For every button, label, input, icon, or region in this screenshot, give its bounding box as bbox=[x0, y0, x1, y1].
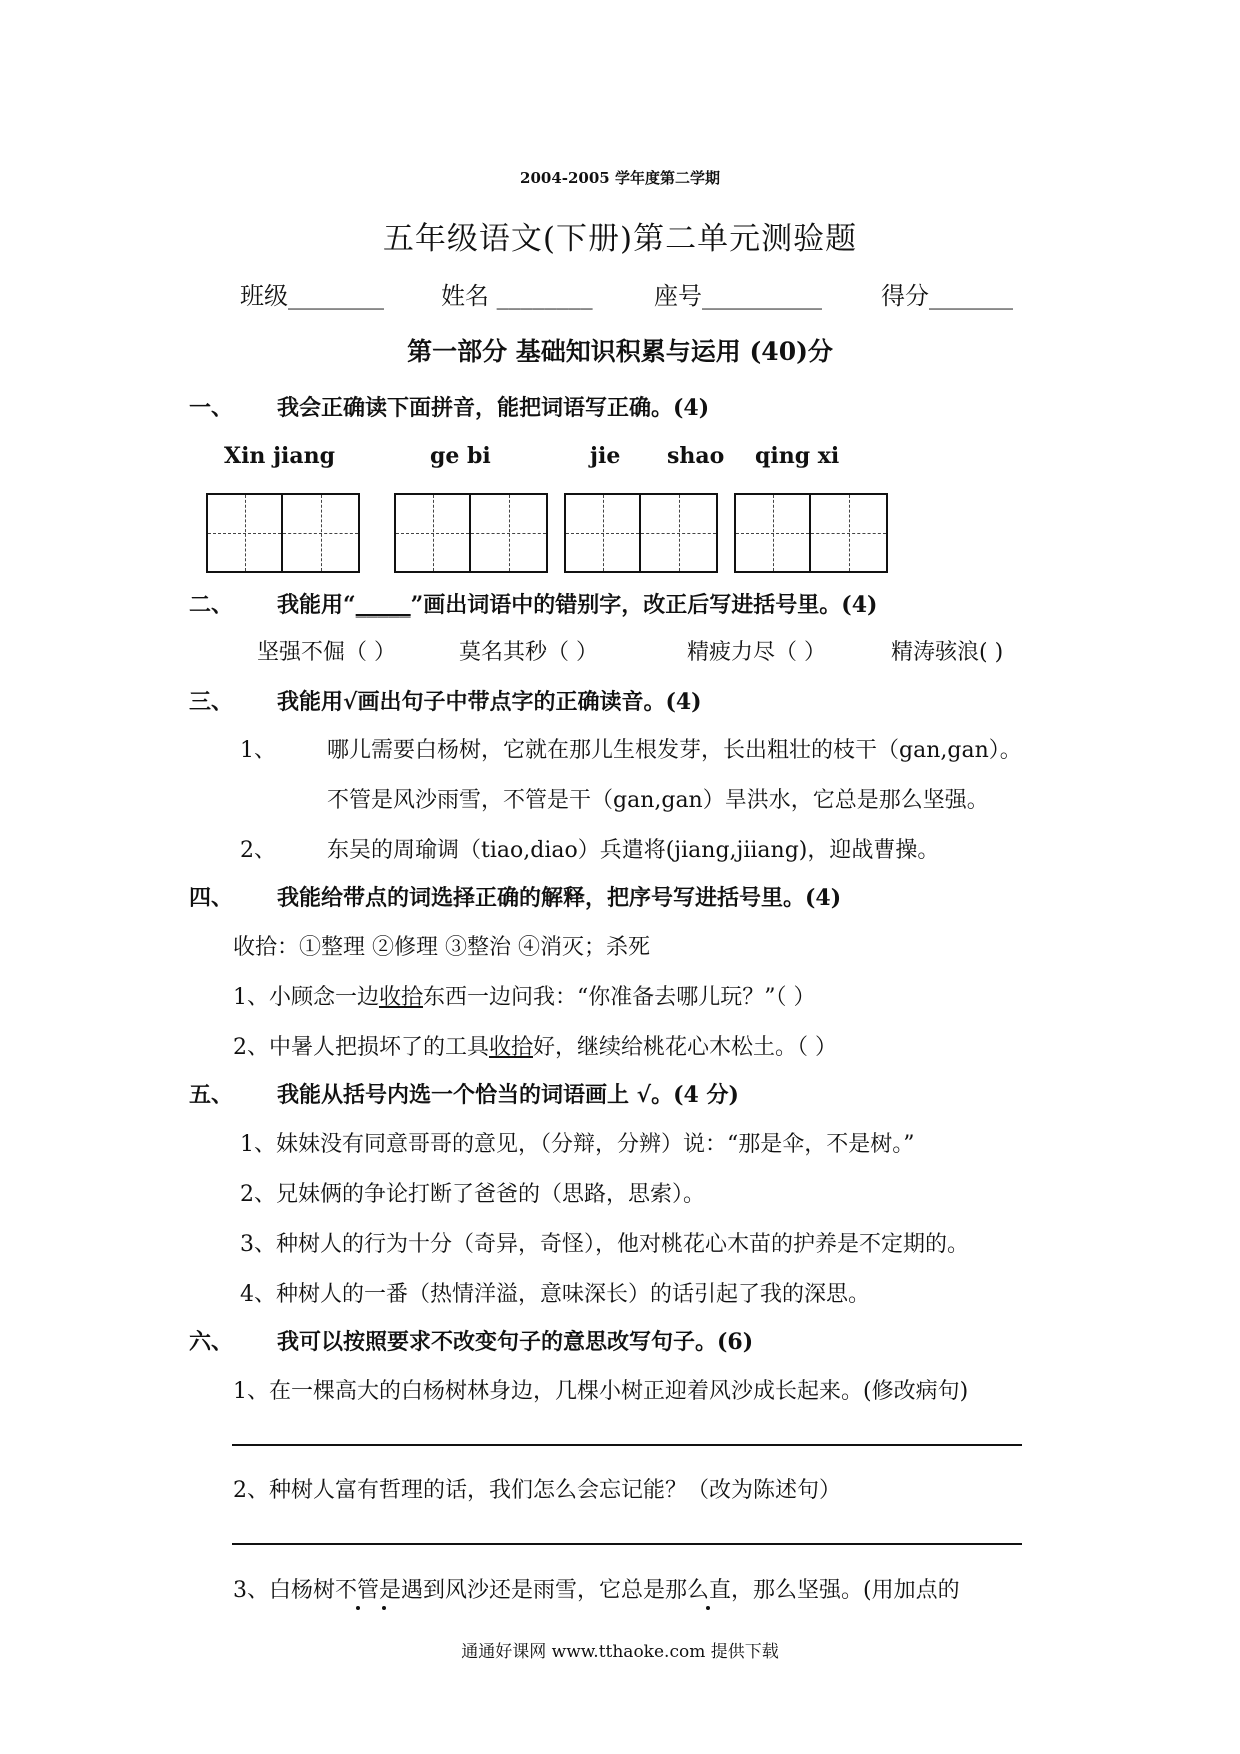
pinyin-word-3b: shao bbox=[667, 443, 725, 469]
grid-cell[interactable] bbox=[811, 495, 886, 571]
q2-underline-sample: _____ bbox=[355, 593, 411, 618]
answer-line-2[interactable] bbox=[232, 1543, 1022, 1545]
q3-line2: 东吴的周瑜调（tiao,diao）兵遣将(jiang,jiiang)，迎战曹操。 bbox=[327, 838, 940, 863]
q3-heading: 我能用√画出句子中带点字的正确读音。(4) bbox=[277, 689, 702, 715]
q3-line1: 哪儿需要白杨树，它就在那儿生根发芽，长出粗壮的枝干（gan,gan）。 bbox=[327, 738, 1022, 763]
q6-sentence-2: 2、种树人富有哲理的话，我们怎么会忘记能？（改为陈述句） bbox=[233, 1478, 841, 1503]
q4-number: 四、 bbox=[189, 885, 234, 911]
pinyin-word-2: ge bi bbox=[430, 443, 491, 469]
q6-heading: 我可以按照要求不改变句子的意思改写句子。(6) bbox=[277, 1329, 754, 1355]
grid-cell[interactable] bbox=[208, 495, 283, 571]
q4-sentence-1 bbox=[233, 980, 816, 1011]
q2-item-4: 精涛骇浪( ) bbox=[891, 640, 1004, 665]
q2-heading-a: 我能用“ bbox=[277, 592, 356, 618]
q1-heading: 我会正确读下面拼音，能把词语写正确。(4) bbox=[277, 395, 710, 421]
q4-s2-keyword: 收拾 bbox=[489, 1035, 534, 1060]
q4-options: 收拾：①整理 ②修理 ③整治 ④消灭；杀死 bbox=[233, 935, 650, 960]
writing-grid-4[interactable] bbox=[734, 493, 888, 573]
footer-credit: 通通好课网 www.tthaoke.com 提供下载 bbox=[461, 1642, 779, 1662]
q4-s2-a: 2、中暑人把损坏了的工具 bbox=[233, 1035, 489, 1060]
q2-item-3: 精疲力尽（ ） bbox=[687, 640, 826, 665]
q6-number: 六、 bbox=[189, 1329, 234, 1355]
pinyin-word-4: qing xi bbox=[755, 443, 840, 469]
class-field: 班级________ bbox=[240, 282, 384, 310]
q2-item-1: 坚强不倔（ ） bbox=[257, 640, 396, 665]
q2-heading-b: ”画出词语中的错别字，改正后写进括号里。(4) bbox=[410, 592, 878, 618]
q2-item-2: 莫名其秒（ ） bbox=[459, 640, 598, 665]
name-field: 姓名 ________ bbox=[441, 282, 593, 310]
q3-number: 三、 bbox=[189, 689, 234, 715]
grid-cell[interactable] bbox=[471, 495, 546, 571]
q4-s2-b: 好，继续给桃花心木松土。（ ） bbox=[533, 1035, 838, 1060]
q4-heading: 我能给带点的词选择正确的解释，把序号写进括号里。(4) bbox=[277, 885, 842, 911]
writing-grid-2[interactable] bbox=[394, 493, 548, 573]
q6-sentence-3: 3、白杨树不管是遇到风沙还是雨雪，它总是那么直，那么坚强。(用加点的 bbox=[233, 1578, 960, 1603]
grid-cell[interactable] bbox=[641, 495, 716, 571]
part-title: 第一部分 基础知识积累与运用 (40)分 bbox=[407, 337, 833, 366]
answer-line-1[interactable] bbox=[232, 1444, 1022, 1446]
writing-grid-3[interactable] bbox=[564, 493, 718, 573]
q2-heading bbox=[277, 588, 877, 619]
pinyin-word-1: Xin jiang bbox=[224, 443, 336, 469]
q1-number: 一、 bbox=[189, 395, 234, 421]
q3-line1-number: 1、 bbox=[240, 738, 276, 763]
page-title: 五年级语文(下册)第二单元测验题 bbox=[382, 221, 858, 257]
q6-sentence-1: 1、在一棵高大的白杨树林身边，几棵小树正迎着风沙成长起来。(修改病句) bbox=[233, 1379, 969, 1404]
q5-item-4: 4、种树人的一番（热情洋溢，意味深长）的话引起了我的深思。 bbox=[240, 1282, 870, 1307]
emphasis-dot bbox=[356, 1606, 360, 1610]
q4-s1-a: 1、小顾念一边 bbox=[233, 985, 379, 1010]
writing-grid-1[interactable] bbox=[206, 493, 360, 573]
q3-line2-number: 2、 bbox=[240, 838, 276, 863]
q5-item-2: 2、兄妹俩的争论打断了爸爸的（思路，思索）。 bbox=[240, 1182, 705, 1207]
q2-number: 二、 bbox=[189, 592, 234, 618]
q4-s1-keyword: 收拾 bbox=[379, 985, 424, 1010]
emphasis-dot bbox=[706, 1606, 710, 1610]
term-label: 2004-2005 学年度第二学期 bbox=[520, 169, 720, 187]
score-field: 得分_______ bbox=[881, 282, 1013, 310]
q5-item-3: 3、种树人的行为十分（奇异，奇怪），他对桃花心木苗的护养是不定期的。 bbox=[240, 1232, 969, 1257]
q3-line1b: 不管是风沙雨雪，不管是干（gan,gan）旱洪水，它总是那么坚强。 bbox=[327, 788, 989, 813]
emphasis-dot bbox=[382, 1606, 386, 1610]
q5-item-1: 1、妹妹没有同意哥哥的意见，（分辩，分辨）说：“那是伞，不是树。” bbox=[240, 1132, 915, 1157]
seat-field: 座号__________ bbox=[654, 282, 822, 310]
q5-heading: 我能从括号内选一个恰当的词语画上 √。(4 分) bbox=[277, 1082, 739, 1108]
grid-cell[interactable] bbox=[283, 495, 358, 571]
grid-cell[interactable] bbox=[736, 495, 811, 571]
q5-number: 五、 bbox=[189, 1082, 234, 1108]
grid-cell[interactable] bbox=[396, 495, 471, 571]
grid-cell[interactable] bbox=[566, 495, 641, 571]
pinyin-word-3a: jie bbox=[590, 443, 621, 469]
q4-sentence-2 bbox=[233, 1030, 837, 1061]
q4-s1-b: 东西一边问我：“你准备去哪儿玩？”（ ） bbox=[423, 985, 816, 1010]
